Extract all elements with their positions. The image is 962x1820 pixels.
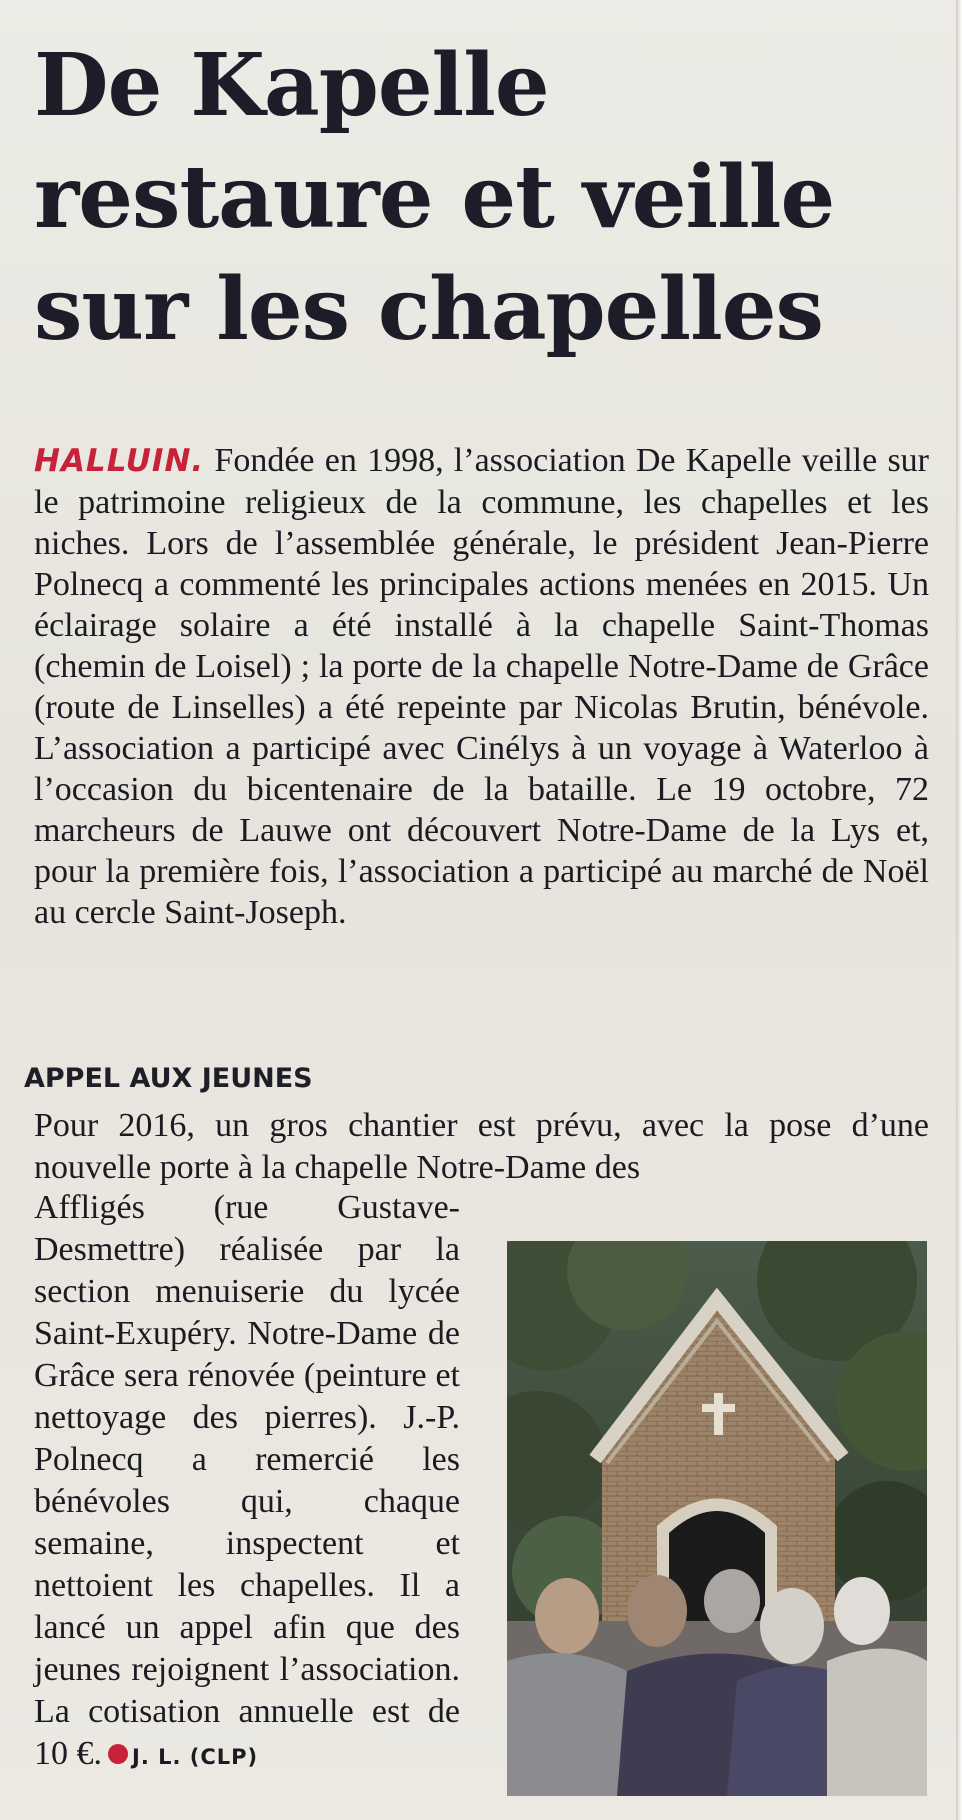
article-headline — [34, 30, 934, 366]
lead-text: Fondée en 1998, l’association De Kapelle veille sur le patrimoine religieux de la commune, les chapelles et les niches. Lors de l’assemblée générale, le président Jean-Pierre Polnecq a commenté les principales actions menées en 2015. Un éclairage solaire a été installé à la chapelle Saint-Thomas (chemin de Loisel) ; la porte de la chapelle Notre-Dame de Grâce (route de Linselles) a été repeinte par Nicolas Brutin, bénévole. L’association a participé avec Cinélys à un voyage à Waterloo à l’occasion du bicentenaire de la bataille. Le 19 octobre, 72 marcheurs de Lauwe ont découvert Notre-Dame de la Lys et, pour la première fois, l’association a participé au marché de Noël au cercle Saint-Joseph. — [34, 442, 929, 931]
section-paragraph-column — [34, 1187, 460, 1778]
byline: J. L. (CLP) — [132, 1745, 259, 1769]
lead-paragraph — [34, 440, 929, 933]
headline-line-3: sur les chapelles — [34, 259, 823, 360]
dateline: HALLUIN. — [34, 443, 205, 479]
section-paragraph-top: Pour 2016, un gros chantier est prévu, avec la pose d’une nouvelle porte à la chapelle Notre-Dame des — [34, 1107, 929, 1186]
headline-line-1: De Kapelle — [34, 35, 549, 136]
chapel-photo — [507, 1241, 927, 1796]
section-column-text: Affligés (rue Gustave-Desmettre) réalisée par la section menuiserie du lycée Saint-Exupéry. Notre-Dame de Grâce sera rénovée (peinture et nettoyage des pierres). J.-P. Polnecq a remercié les bénévoles qui, chaque semaine, inspectent et nettoient les chapelles. Il a lancé un appel afin que des jeunes rejoignent l’association. La cotisation annuelle est de 10 €. — [34, 1189, 460, 1772]
byline-dot-icon — [108, 1744, 128, 1764]
chapel-photo-illustration — [507, 1241, 927, 1796]
page-edge — [956, 0, 962, 1820]
headline-line-2: restaure et veille — [34, 147, 835, 248]
section-subhead: APPEL AUX JEUNES — [24, 1063, 313, 1094]
